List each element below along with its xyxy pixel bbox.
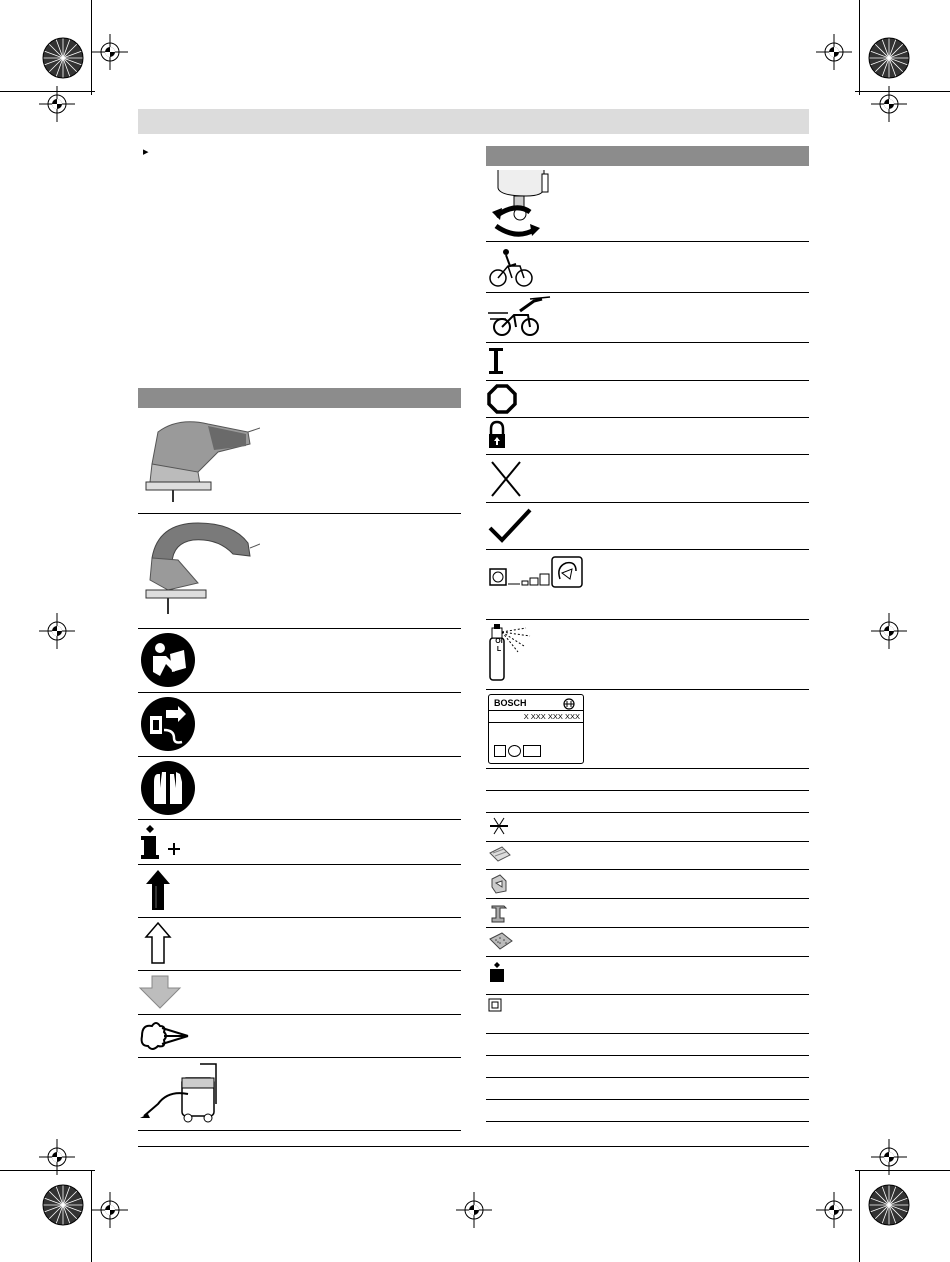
left-column-heading-bar (138, 388, 461, 408)
on-symbol-icon (486, 346, 506, 376)
cross-icon (486, 458, 526, 500)
row-divider (486, 927, 809, 928)
wear-gloves-icon (138, 760, 198, 816)
slow-speed-bike-icon (486, 246, 536, 288)
laminate-material-icon (488, 931, 514, 953)
row-divider (486, 502, 809, 503)
row-divider (486, 898, 809, 899)
blade-symbol-icon (488, 816, 510, 836)
row-divider (138, 756, 461, 757)
row-divider (486, 869, 809, 870)
rating-plate-brand: BOSCH (494, 698, 527, 708)
off-symbol-icon (486, 383, 518, 415)
vacuum-cleaner-icon (138, 1060, 228, 1126)
row-divider (138, 1057, 461, 1058)
jigsaw-top-handle-image (138, 518, 260, 618)
wood-material-icon (488, 845, 512, 865)
row-divider (486, 417, 809, 418)
row-divider (138, 970, 461, 971)
arrow-up-filled-icon (138, 868, 178, 914)
row-divider (138, 1130, 461, 1131)
footer-rule (138, 1146, 809, 1147)
row-divider (486, 342, 809, 343)
row-divider (138, 628, 461, 629)
plate-rect-symbol (523, 745, 541, 757)
plastic-material-icon (488, 873, 510, 895)
bullet-marker: ▸ (143, 146, 149, 158)
plate-divider (489, 722, 583, 723)
read-manual-icon (138, 632, 198, 688)
row-divider (138, 819, 461, 820)
weight-icon (488, 960, 508, 984)
arrow-down-icon (138, 974, 186, 1010)
row-divider (486, 1099, 809, 1100)
checkmark-icon (486, 506, 534, 546)
accessory-info-icon (138, 824, 183, 862)
plate-circle-symbol (508, 745, 521, 757)
row-divider (486, 790, 809, 791)
right-column-heading-bar (486, 146, 809, 166)
bosch-logo-icon (563, 698, 575, 710)
row-divider (138, 864, 461, 865)
row-divider (138, 917, 461, 918)
row-divider (486, 1033, 809, 1034)
unplug-icon (138, 696, 198, 752)
oil-can-label: OIL (495, 638, 503, 653)
dust-emission-icon (138, 1018, 190, 1054)
row-divider (486, 689, 809, 690)
speed-setting-icon (486, 555, 586, 595)
row-divider (138, 1014, 461, 1015)
row-divider (486, 1055, 809, 1056)
metal-material-icon (488, 902, 510, 924)
row-divider (486, 956, 809, 957)
row-divider (486, 1121, 809, 1122)
row-divider (486, 619, 809, 620)
row-divider (486, 1077, 809, 1078)
arrow-up-outline-icon (138, 921, 178, 967)
row-divider (138, 692, 461, 693)
row-divider (486, 380, 809, 381)
fast-speed-bike-icon (486, 295, 552, 339)
protection-class-icon (488, 998, 506, 1014)
row-divider (486, 454, 809, 455)
row-divider (486, 292, 809, 293)
row-divider (486, 841, 809, 842)
row-divider (486, 812, 809, 813)
row-divider (486, 994, 809, 995)
plate-divider (489, 710, 583, 711)
lock-icon (486, 420, 508, 450)
row-divider (486, 549, 809, 550)
plate-square-symbol (494, 745, 506, 757)
page-header-bar (138, 109, 809, 134)
rating-plate (488, 694, 584, 764)
jigsaw-barrel-grip-image (138, 412, 260, 502)
rating-plate-number: X XXX XXX XXX (523, 712, 580, 721)
pendulum-setting-icon (486, 168, 552, 240)
oil-spray-icon (486, 622, 536, 684)
row-divider (486, 241, 809, 242)
row-divider (138, 513, 461, 514)
row-divider (486, 768, 809, 769)
